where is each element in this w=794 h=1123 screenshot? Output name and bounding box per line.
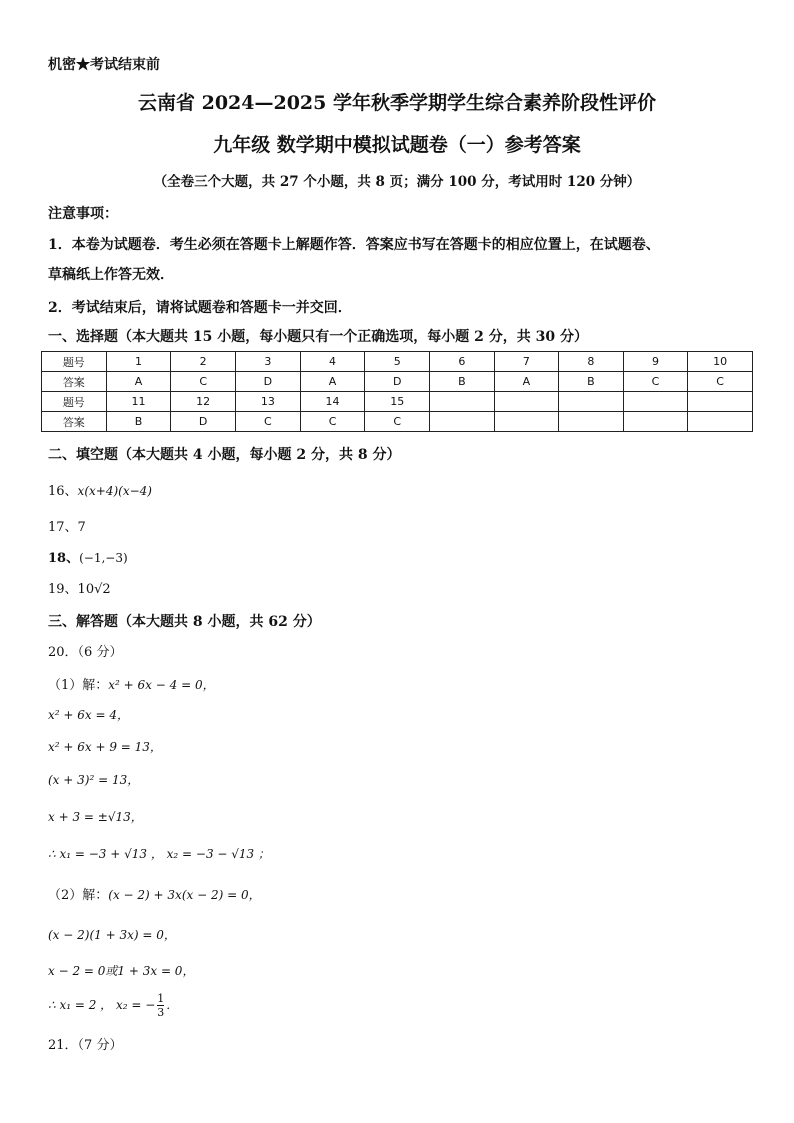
equation: (x − 2) + 3x(x − 2) = 0， [108,888,261,902]
table-cell: 13 [236,392,301,412]
table-cell: 10 [688,352,753,372]
table-cell: 6 [430,352,495,372]
table-cell: A [494,372,559,392]
solution-2-line-4 [48,992,178,1019]
table-cell: 1 [106,352,171,372]
table-row [42,412,753,432]
solution-2-line-1 [48,884,261,903]
part-label: （2）解： [48,888,109,903]
row-label: 题号 [42,392,107,412]
notice-item-1: 1．本卷为试题卷．考生必须在答题卡上解题作答．答案应书写在答题卡的相应位置上，在试题卷、 [48,237,660,253]
table-row [42,392,753,412]
answer-expression: 10√2 [77,582,111,597]
table-cell: C [300,412,365,432]
table-cell [688,412,753,432]
equation: ∴ x₁ = 2 ， x₂ = − [48,998,156,1012]
solution-1-line-6: ∴ x₁ = −3 + √13 ， x₂ = −3 − √13 ； [48,847,270,861]
table-cell: C [171,372,236,392]
table-cell [688,392,753,412]
table-cell [623,392,688,412]
table-cell: 15 [365,392,430,412]
answer-number: 17、 [48,520,78,535]
question-20-heading: 20．（6 分） [48,645,123,660]
solution-1-line-4: (x + 3)² = 13， [48,773,140,787]
table-cell: C [688,372,753,392]
row-label: 答案 [42,372,107,392]
table-cell: A [106,372,171,392]
table-cell [623,412,688,432]
solution-2-line-3: x − 2 = 0或1 + 3x = 0， [48,964,195,978]
table-cell: B [106,412,171,432]
table-cell [494,412,559,432]
solution-1-line-3: x² + 6x + 9 = 13， [48,740,162,754]
table-cell: B [430,372,495,392]
table-cell: 14 [300,392,365,412]
table-row [42,352,753,372]
table-cell: D [365,372,430,392]
table-row [42,372,753,392]
notice-heading: 注意事项： [48,206,118,222]
table-cell: 12 [171,392,236,412]
table-cell: C [236,412,301,432]
answer-16 [48,480,152,499]
fraction-numerator: 1 [157,992,165,1005]
answer-17 [48,516,86,535]
answer-19 [48,578,111,597]
table-cell: 11 [106,392,171,412]
table-cell [494,392,559,412]
exam-info: （全卷三个大题，共 27 个小题，共 8 页；满分 100 分，考试用时 120 分钟） [153,174,641,190]
solution-1-line-2: x² + 6x = 4， [48,708,129,722]
equation: x² + 6x − 4 = 0， [108,678,215,692]
table-cell: 4 [300,352,365,372]
section-1-heading: 一、选择题（本大题共 15 小题，每小题只有一个正确选项，每小题 2 分，共 30 分） [48,329,588,345]
fraction [157,992,164,1019]
table-cell: 2 [171,352,236,372]
answer-number: 19、 [48,582,78,597]
answer-expression: (−1,−3) [79,551,128,565]
row-label: 答案 [42,412,107,432]
solution-2-line-2: (x − 2)(1 + 3x) = 0， [48,928,176,942]
fraction-denominator: 3 [157,1006,165,1019]
table-cell: 8 [559,352,624,372]
table-cell: 7 [494,352,559,372]
section-2-heading: 二、填空题（本大题共 4 小题，每小题 2 分，共 8 分） [48,447,401,463]
answer-expression: x(x+4)(x−4) [77,484,152,498]
table-cell: A [300,372,365,392]
answer-number: 16、 [48,484,78,499]
question-21-heading: 21．（7 分） [48,1038,123,1053]
answer-table [41,351,753,432]
table-cell: C [623,372,688,392]
table-cell [559,412,624,432]
notice-item-2: 2．考试结束后，请将试题卷和答题卡一并交回． [48,300,352,316]
solution-1-line-1 [48,674,215,693]
table-cell [559,392,624,412]
answer-number: 18、 [48,551,80,566]
section-3-heading: 三、解答题（本大题共 8 小题，共 62 分） [48,614,321,630]
table-cell: C [365,412,430,432]
part-label: （1）解： [48,678,109,693]
document-subtitle: 九年级 数学期中模拟试题卷（一）参考答案 [213,134,581,156]
solution-1-line-5: x + 3 = ±√13， [48,810,143,824]
table-cell: 5 [365,352,430,372]
document-title: 云南省 2024—2025 学年秋季学期学生综合素养阶段性评价 [138,92,656,114]
equation-end: ． [166,998,179,1012]
table-cell: D [171,412,236,432]
notice-item-1-cont: 草稿纸上作答无效． [48,267,174,283]
table-cell: 9 [623,352,688,372]
confidential-label: 机密★考试结束前 [48,57,160,73]
table-cell [430,392,495,412]
table-cell: B [559,372,624,392]
table-cell: 3 [236,352,301,372]
answer-value: 7 [77,520,86,535]
table-cell [430,412,495,432]
answer-18 [48,547,128,566]
row-label: 题号 [42,352,107,372]
table-cell: D [236,372,301,392]
